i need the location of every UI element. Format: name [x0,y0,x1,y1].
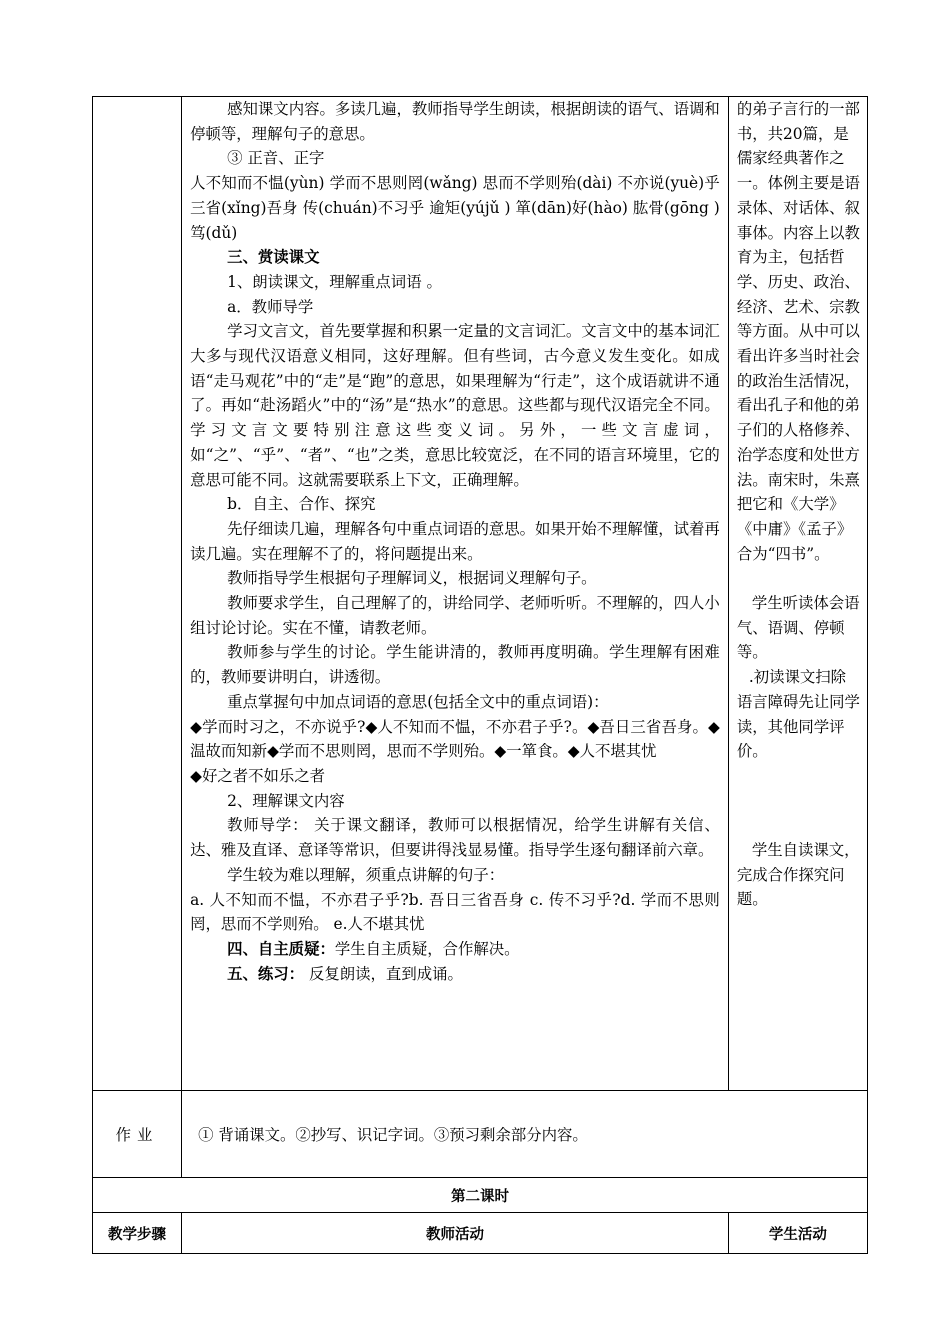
teacher-paragraph: 2、理解课文内容 [227,791,345,810]
teacher-paragraph: 学生较为难以理解，须重点讲解的句子： [227,865,505,884]
teacher-paragraph: ③ 正音、正字 [227,149,325,168]
practice-label: 五、练习： [227,964,305,983]
teaching-process-row [93,97,868,1091]
teacher-paragraph: 教师参与学生的讨论。学生能讲清的，教师再度明确。学生理解有困难的，教师要讲明白，讲透彻。 [190,643,720,687]
homework-text: ① 背诵课文。②抄写、识记字词。③预习剩余部分内容。 [182,1091,868,1178]
student-activity-text [729,97,867,912]
practice-paragraph [190,962,720,987]
spacer [737,764,861,838]
lesson2-header-row [93,1213,868,1254]
self-question-label: 四、自主质疑： [227,939,335,958]
self-question-text: 学生自主质疑，合作解决。 [334,939,520,958]
student-activity-cell [728,97,867,1091]
teacher-paragraph: 三、赏读课文 [227,248,320,267]
first-read-activity: .初读课文扫除语言障碍先让同学读，其他同学评价。 [736,668,860,761]
teacher-paragraph: 重点掌握句中加点词语的意思(包括全文中的重点词语)： [227,692,609,711]
header-student: 学生活动 [728,1213,867,1254]
homework-label: 作业 [93,1091,182,1178]
self-read-activity: 学生自读课文，完成合作探究问题。 [736,840,860,909]
lesson2-title-row [93,1178,868,1213]
teacher-paragraph: 先仔细读几遍，理解各句中重点词语的意思。如果开始不理解懂，试着再读几遍。实在理解不了的，将问题提出来。 [190,519,720,563]
teacher-paragraph: a. 人不知而不愠，不亦君子乎?b. 吾日三省吾身 c. 传不习乎?d. 学而不思则罔，思而不学则殆。 e.人不堪其忧 [190,890,720,934]
teacher-activity-text [182,97,728,986]
teacher-paragraph: 1、朗读课文，理解重点词语 。 [227,272,442,291]
teacher-paragraph: 教师要求学生，自己理解了的，讲给同学、老师听听。不理解的，四人小组讨论讨论。实在不懂，请教老师。 [190,594,720,637]
analects-intro: 的弟子言行的一部书，共20篇，是儒家经典著作之一。体例主要是语录体、对话体、叙事体。内容上以教育为主，包括哲学、历史、政治、经济、艺术、宗教等方面。从中可以看出许多当时社会的政治生活情况，看出孔子和他的弟子们的人格修养、治学态度和处世方法。南宋时，朱熹把它和《大学》《中庸》《孟子》合为“四书”。 [736,100,860,563]
teacher-paragraph: a．教师导学 [227,297,314,316]
lesson-plan-table [92,96,868,1254]
listen-activity: 学生听读体会语气、语调、停顿等。 [736,594,860,662]
teacher-paragraph: 教师指导学生根据句子理解词义，根据词义理解句子。 [227,569,597,588]
header-teacher: 教师活动 [182,1213,729,1254]
practice-text: 反复朗读，直到成诵。 [304,964,463,983]
teacher-paragraph: b．自主、合作、探究 [227,495,376,514]
teacher-paragraph: 学习文言文，首先要掌握和积累一定量的文言词汇。文言文中的基本词汇大多与现代汉语意义相同，这好理解。但有些词，古今意义发生变化。如成语“走马观花”中的“走”是“跑”的意思，如果理解为“行走”，这个成语就讲不通了。再如“赴汤蹈火”中的“汤”是“热水”的意思。这些都与现代汉语完全不同。学习文言文要特别注意这些变义词。另外，一些文言虚词，如“之”、“乎”、“者”、“也”之类，意思比较宽泛，在不同的语言环境里，它的意思可能不同。这就需要联系上下文，正确理解。 [190,322,720,489]
teacher-paragraph: 感知课文内容。多读几遍，教师指导学生朗读，根据朗读的语气、语调和停顿等，理解句子的意思。 [190,100,720,143]
lesson2-title: 第二课时 [93,1178,868,1213]
teacher-paragraph: ◆好之者不如乐之者 [190,766,326,785]
homework-row [93,1091,868,1178]
spacer [737,566,861,591]
header-steps: 教学步骤 [93,1213,182,1254]
teacher-paragraph: ◆学而时习之，不亦说乎?◆人不知而不愠，不亦君子乎?。◆吾日三省吾身。◆温故而知新◆学而不思则罔，思而不学则殆。◆一箪食。◆人不堪其忧 [190,717,720,761]
step-cell [93,97,182,1091]
teacher-paragraph: 教师导学： 关于课文翻译，教师可以根据情况，给学生讲解有关信、达、雅及直译、意译等常识，但要讲得浅显易懂。指导学生逐句翻译前六章。 [190,816,720,860]
self-question-paragraph [190,937,720,962]
teacher-activity-cell [182,97,729,1091]
teacher-paragraph: 人不知而不愠(yùn) 学而不思则罔(wǎng) 思而不学则殆(dài) 不亦说(yuè)乎 三省(xǐng)吾身 传(chuán)不习乎 逾矩(yújǔ ) 箪(dān)好(hào) 肱骨(gōng ) 笃(dǔ) [190,174,720,242]
